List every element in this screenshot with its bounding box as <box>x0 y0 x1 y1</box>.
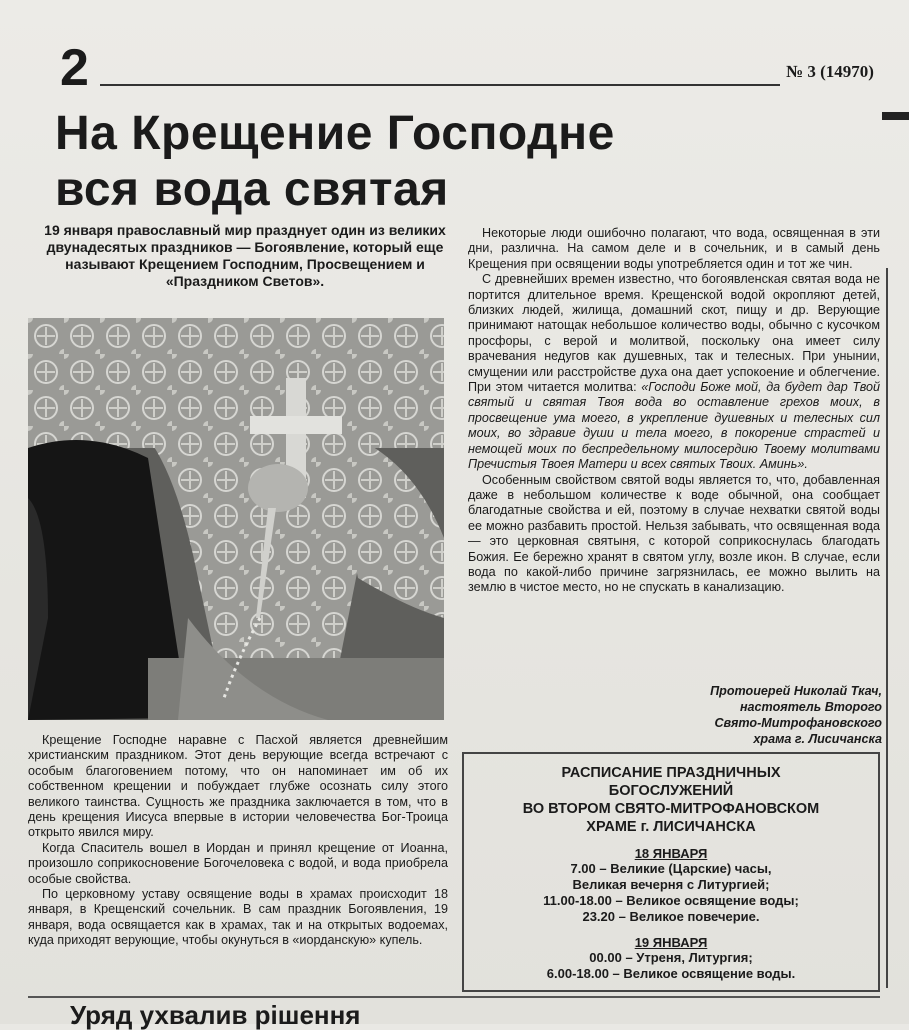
adjacent-page-edge <box>882 108 909 1008</box>
article-headline <box>55 106 855 218</box>
headline-line-2: вся вода святая <box>55 163 449 216</box>
page-number: 2 <box>60 39 89 97</box>
headline-line-1: На Крещение Господне <box>55 107 615 160</box>
prayer-text: «Господи Боже мой, да будет дар Твой святый и святая Твоя вода во оставление грехов моих, в просвещение ума моего, в укрепление душевных и телесных сил моих, во здравие души и тела моего, в покорение страстей и немощей моих по беспредельному милосердию Твоему молитвами Пречистыя Твоея Матери и всех святых Твоих. Аминь». <box>468 380 881 472</box>
header-rule <box>100 84 780 86</box>
signature-line: Протоиерей Николай Ткач, <box>710 684 882 698</box>
bottom-rule <box>28 996 880 998</box>
article-lead: 19 января православный мир празднует один из великих двунадесятых праздников — Богоявление, который еще называют Крещением Господним, Просвещением и «Праздником Светов». <box>44 222 446 289</box>
next-article-headline: Уряд ухвалив рішення <box>70 1000 361 1030</box>
paragraph <box>468 272 880 472</box>
schedule-item: Великая вечерня с Литургией; <box>572 877 770 892</box>
schedule-title <box>464 764 878 836</box>
paragraph: Когда Спаситель вошел в Иордан и принял крещение от Иоанна, произошло соприкосновение Богочеловека с водой, и вода приобрела особые свойства. <box>28 840 448 886</box>
edge-line <box>886 268 888 988</box>
paragraph: Некоторые люди ошибочно полагают, что вода, освященная в эти дни, различна. На самом деле и в сочельник, и в самый день Крещения при освящении воды употребляется один и тот же чин. <box>468 226 880 271</box>
priest-cross-photo <box>28 318 444 720</box>
schedule-day-1: 18 ЯНВАРЯ <box>634 846 708 861</box>
paragraph: По церковному уставу освящение воды в храмах происходит 18 января, в Крещенский сочельник. В сам праздник Богоявления, 19 января, вода освящается как в храмах, так и на открытых водоемах, куда приходят верующие, чтобы окунуться в «иорданскую» купель. <box>28 887 448 948</box>
issue-number: № 3 (14970) <box>786 62 874 81</box>
schedule-item: 00.00 – Утреня, Литургия; <box>589 950 753 965</box>
schedule-title-line: ВО ВТОРОМ СВЯТО-МИТРОФАНОВСКОМ <box>522 801 820 817</box>
paragraph: Особенным свойством святой воды является то, что, добавленная даже в небольшом количестве к воде обычной, она сообщает благодатные свойства и ей, поэтому в случае нехватки святой воды ее можно разбавить простой. Нельзя забывать, что освященная вода — это церковная святыня, с которой соприкоснулась благодать Божия. Ее бережно хранят в святом углу, возле икон. В случае, если вода по какой-либо причине загрязнилась, ее можно вылить на землю в чистое место, но не спускать в канализацию. <box>468 472 880 595</box>
service-schedule-box <box>462 752 880 992</box>
schedule-day-2: 19 ЯНВАРЯ <box>634 935 708 950</box>
schedule-title-line: БОГОСЛУЖЕНИЙ <box>608 783 734 799</box>
schedule-item: 6.00-18.00 – Великое освящение воды. <box>546 966 796 981</box>
paragraph-text: С древнейших времен известно, что богоявленская святая вода не портится длительное время. Крещенской водой окропляют детей, близких людей, жилища, домашний скот, пищу и др. Верующие принимают натощак небольшое количество воды, обычно с кусочком просфоры, с верой и молитвой, поскольку она имеет силу врачевания недугов как душевных, так и телесных. При унынии, смущении или расстройстве духа она дает успокоение и облегчение. При этом читается молитва: <box>468 272 880 395</box>
article-column-left <box>28 733 448 949</box>
signature-line: Свято-Митрофановского <box>714 716 882 730</box>
schedule-title-line: РАСПИСАНИЕ ПРАЗДНИЧНЫХ <box>561 765 781 781</box>
schedule-item: 23.20 – Великое повечерие. <box>582 909 760 924</box>
edge-bar <box>882 112 909 120</box>
author-signature <box>610 683 882 747</box>
schedule-item: 7.00 – Великие (Царские) часы, <box>570 861 772 876</box>
signature-line: настоятель Второго <box>739 700 882 714</box>
schedule-title-line: ХРАМЕ г. ЛИСИЧАНСКА <box>586 819 756 835</box>
paragraph: Крещение Господне наравне с Пасхой является древнейшим христианским праздником. Этот день верующие всегда встречают с особым благоговением потому, что он напоминает им об их собственном крещении и побуждает глубже осознать силу этого великого таинства. Сущность же праздника заключается в том, что в день крещения Иисуса впервые в истории человечества Бог-Троица открыто явился миру. <box>28 733 448 840</box>
schedule-item: 11.00-18.00 – Великое освящение воды; <box>543 893 799 908</box>
article-column-right <box>468 226 880 596</box>
signature-line: храма г. Лисичанска <box>753 732 882 746</box>
